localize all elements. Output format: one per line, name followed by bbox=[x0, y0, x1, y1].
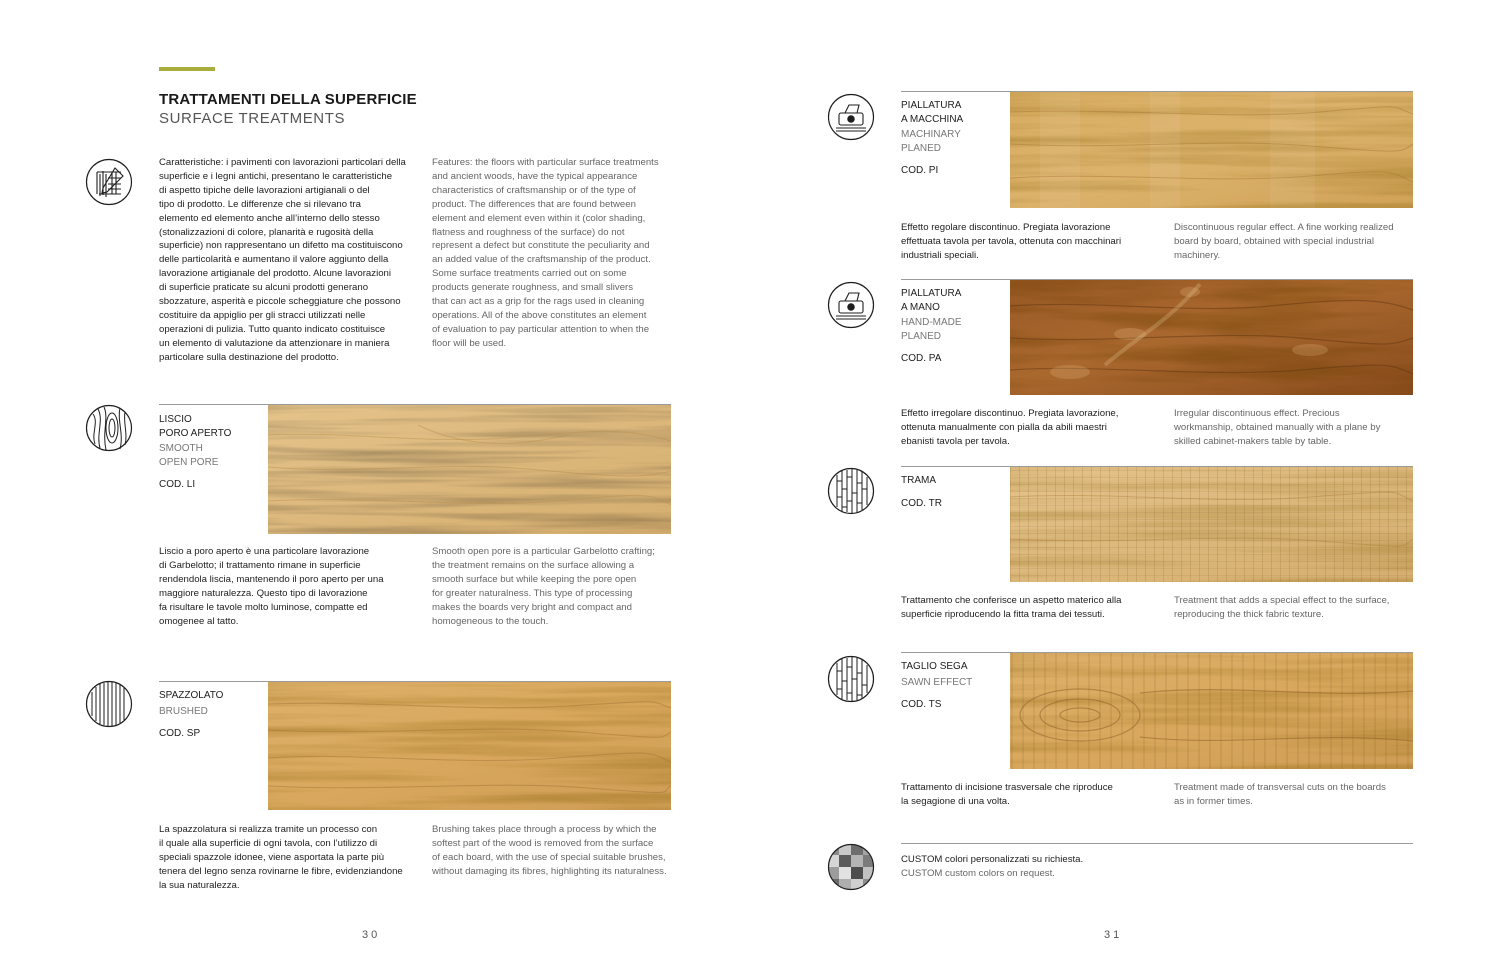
intro-text-it: Caratteristiche: i pavimenti con lavorazioni particolari della superficie e i legni antichi, presentano le caratteristiche di aspetto tipiche delle lavorazioni artigianali o del tipo di prodotto. Le differenze che si rilevano tra elemento ed elemento anche all’interno dello stesso (stonalizzazioni di colore, planarità e rugosità della superficie) non rappresentano un difetto ma costituiscono delle particolarità e aumentano il valore aggiunto della lavorazione artigianale del prodotto. Alcune lavorazioni di superficie praticate su alcuni prodotti generano sbozzature, asperità e piccole scheggiature che possono costituire da appiglio per gli stracci utilizzati nelle operazioni di pulizia. Tutto quanto indicato costituisce un elemento di valutazione da attenzionare in maniera particolare sulla destinazione del prodotto. bbox=[159, 157, 406, 363]
treatment-desc-it-pi: Effetto regolare discontinuo. Pregiata lavorazione effettuata tavola per tavola, ottenuta con macchinari industriali speciali. bbox=[901, 222, 1122, 261]
color-swatches-icon bbox=[827, 843, 875, 891]
treatment-label-li: LISCIO PORO APERTO SMOOTH OPEN PORE COD. LI bbox=[159, 413, 264, 492]
treatment-code: COD. TS bbox=[901, 699, 942, 710]
treatment-desc-en-pi: Discontinuous regular effect. A fine working realized board by board, obtained with special industrial machinery. bbox=[1174, 222, 1394, 261]
wood-sample-sawn bbox=[1010, 653, 1413, 769]
treatment-code: COD. LI bbox=[159, 479, 196, 490]
treatment-label-tr: TRAMA COD. TR bbox=[901, 474, 1006, 510]
treatment-desc-en-sp: Brushing takes place through a process by which the softest part of the wood is removed from the surface of each board, with the use of special suitable brushes, without damaging its fibres, highlighting its naturalness. bbox=[432, 824, 667, 877]
treatment-desc-it-sp: La spazzolatura si realizza tramite un processo con il quale alla superficie di ogni tavola, con l’utilizzo di speciali spazzole idonee, viene asportata la parte più tenera del legno senza rovinarne le fibre, evidenziandone la sua naturalezza. bbox=[159, 824, 403, 891]
treatment-label-pa: PIALLATURA A MANO HAND-MADE PLANED COD. PA bbox=[901, 287, 1006, 366]
page-subtitle: SURFACE TREATMENTS bbox=[159, 110, 346, 127]
page-number: 30 bbox=[362, 929, 381, 941]
treatment-desc-en-tr: Treatment that adds a special effect to the surface, reproducing the thick fabric texture. bbox=[1174, 595, 1390, 620]
planing-machine-icon bbox=[827, 93, 875, 141]
fabric-weave-icon bbox=[827, 467, 875, 515]
wood-sample-hand-planed bbox=[1010, 280, 1413, 395]
treatment-desc-en-ts: Treatment made of transversal cuts on the boards as in former times. bbox=[1174, 782, 1386, 807]
custom-text-en: CUSTOM custom colors on request. bbox=[901, 868, 1055, 879]
page-title: TRATTAMENTI DELLA SUPERFICIE bbox=[159, 91, 417, 108]
accent-bar bbox=[159, 67, 215, 71]
treatment-code: COD. PI bbox=[901, 165, 939, 176]
page-number: 31 bbox=[1104, 929, 1123, 941]
treatment-code: COD. SP bbox=[159, 728, 201, 739]
treatment-desc-it-tr: Trattamento che conferisce un aspetto materico alla superficie riproducendo la fitta trama dei tessuti. bbox=[901, 595, 1122, 620]
hand-plane-icon bbox=[827, 281, 875, 329]
treatment-code: COD. TR bbox=[901, 497, 942, 509]
treatment-desc-en-pa: Irregular discontinuous effect. Precious workmanship, obtained manually with a plane by skilled cabinet-makers table by table. bbox=[1174, 408, 1381, 447]
saw-cut-grid-icon bbox=[827, 655, 875, 703]
wood-sample-machine-planed bbox=[1010, 92, 1413, 208]
treatment-code: COD. PA bbox=[901, 353, 942, 364]
treatment-label-pi: PIALLATURA A MACCHINA MACHINARY PLANED COD. PI bbox=[901, 99, 1006, 178]
treatment-desc-en-li: Smooth open pore is a particular Garbelotto crafting; the treatment remains on the surface allowing a smooth surface but while keeping the pore open for greater naturalness. This type of processing makes the boards very bright and compact and homogeneous to the touch. bbox=[432, 546, 655, 627]
wood-sample-weave bbox=[1010, 467, 1413, 582]
intro-text-en: Features: the floors with particular surface treatments and ancient woods, have the typical appearance characteristics of craftsmanship or of the type of product. The differences that are found between element and element even within it (color shading, flatness and roughness of the surface) do not represent a defect but constitute the peculiarity and an added value of the craftsmanship of the product. Some surface treatments carried out on some products generate roughness, and small slivers that can act as a grip for the rags used in cleaning operations. All of the above constitutes an element of evaluation to pay particular attention to when the floor will be used. bbox=[432, 157, 659, 349]
wood-sample-smooth bbox=[268, 405, 671, 534]
treatment-label-sp: SPAZZOLATO BRUSHED COD. SP bbox=[159, 689, 264, 741]
treatment-desc-it-pa: Effetto irregolare discontinuo. Pregiata lavorazione, ottenuta manualmente con pialla da abili maestri ebanisti tavola per tavola. bbox=[901, 408, 1119, 447]
section-rule bbox=[901, 843, 1413, 844]
treatment-desc-it-li: Liscio a poro aperto è una particolare lavorazione di Garbelotto; il trattamento rimane in superficie rendendola liscia, mantenendo il poro aperto per una maggiore naturalezza. Questo tipo di lavorazione fa risultare le tavole molto luminose, compatte ed omogenee al tatto. bbox=[159, 546, 384, 627]
treatment-desc-it-ts: Trattamento di incisione trasversale che riproduce la segagione di una volta. bbox=[901, 782, 1113, 807]
wood-grain-circle-icon bbox=[85, 404, 133, 452]
brushed-lines-circle-icon bbox=[85, 680, 133, 728]
wood-plank-texture-icon bbox=[85, 158, 133, 206]
treatment-label-ts: TAGLIO SEGA SAWN EFFECT COD. TS bbox=[901, 660, 1006, 712]
wood-sample-brushed bbox=[268, 682, 671, 810]
custom-text-it: CUSTOM colori personalizzati su richiesta. bbox=[901, 854, 1084, 865]
